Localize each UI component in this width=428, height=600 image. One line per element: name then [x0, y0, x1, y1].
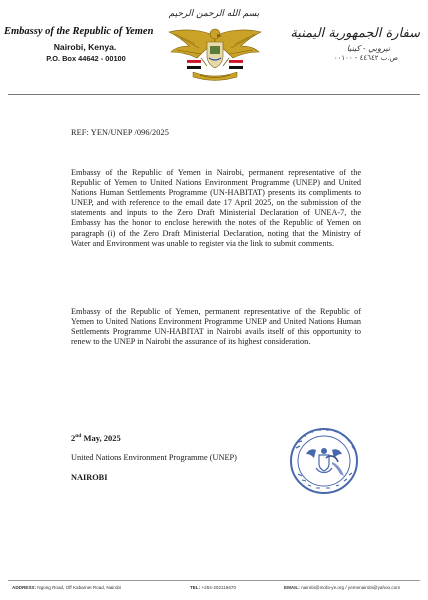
footer-tel-label: TEL:	[190, 585, 201, 590]
footer-tel-value: +254-202115670	[201, 585, 237, 590]
letter-paragraph-1: Embassy of the Republic of Yemen in Nairobi, permanent representative of the Republic of Yemen to United Nations Environment Programme (UNEP) and United Nations Human Settlements Programme (UN-HABITAT) presents its compliments to UNEP, and with reference to the email date 17 April 2025, on the submission of the statements and inputs to the Zero Draft Ministerial Declaration of UNEA-7, the Embassy has the honor to enclose herewith the notes of the Republic of Yemen on paragraph (i) of the Zero Draft Ministerial Declaration, noting that the Ministry of Water and Environment was unable to register via the link to submit comments.	[71, 168, 361, 248]
footer-address-value: Ngong Road, Off Kabarnet Road, Nairobi	[37, 585, 121, 590]
header-divider	[8, 94, 420, 95]
date-day: 2	[71, 433, 76, 443]
reference-number: REF: YEN/UNEP /096/2025	[71, 128, 170, 137]
footer-email-value: nairobi@mofa-ye.org / yemenairobi@yahoo.com	[301, 585, 401, 590]
embassy-po-box-ar: ص.ب ٤٤٦٤٢ - ٠٠١٠٠	[333, 54, 398, 62]
footer-email-label: EMAIL:	[284, 585, 300, 590]
letter-date	[71, 433, 121, 443]
footer-telephone	[190, 585, 236, 590]
footer-email	[284, 585, 400, 590]
embassy-city-en: Nairobi, Kenya.	[53, 42, 117, 52]
embassy-name-en: Embassy of the Republic of Yemen	[4, 26, 154, 37]
date-suffix: nd	[75, 433, 82, 440]
addressee-city: NAIROBI	[71, 473, 108, 482]
embassy-po-box-en: P.O. Box 44642 - 00100	[46, 54, 126, 63]
letter-paragraph-2: Embassy of the Republic of Yemen, permanent representative of the Republic of Yemen to United Nations Environment Programme UNEP and United Nations Human Settlements Programme UN-HABITAT in Nairobi avails itself of this opportunity to renew to the UNEP in Nairobi the assurance of its highest consideration.	[71, 307, 361, 347]
header-right-block	[280, 26, 420, 62]
embassy-seal-stamp-icon	[286, 424, 362, 498]
basmala-text: بسم الله الرحمن الرحيم	[168, 9, 260, 19]
yemen-emblem-icon	[165, 22, 265, 84]
footer-address	[12, 585, 121, 590]
embassy-city-ar: نيروبي - كينيا	[346, 44, 390, 53]
addressee: United Nations Environment Programme (UNEP)	[71, 453, 237, 462]
footer-address-label: ADDRESS:	[12, 585, 36, 590]
embassy-name-ar: سفارة الجمهورية اليمنية	[290, 26, 420, 41]
date-rest: May, 2025	[81, 433, 121, 443]
header-left-block	[4, 26, 154, 63]
footer-divider	[8, 580, 420, 581]
